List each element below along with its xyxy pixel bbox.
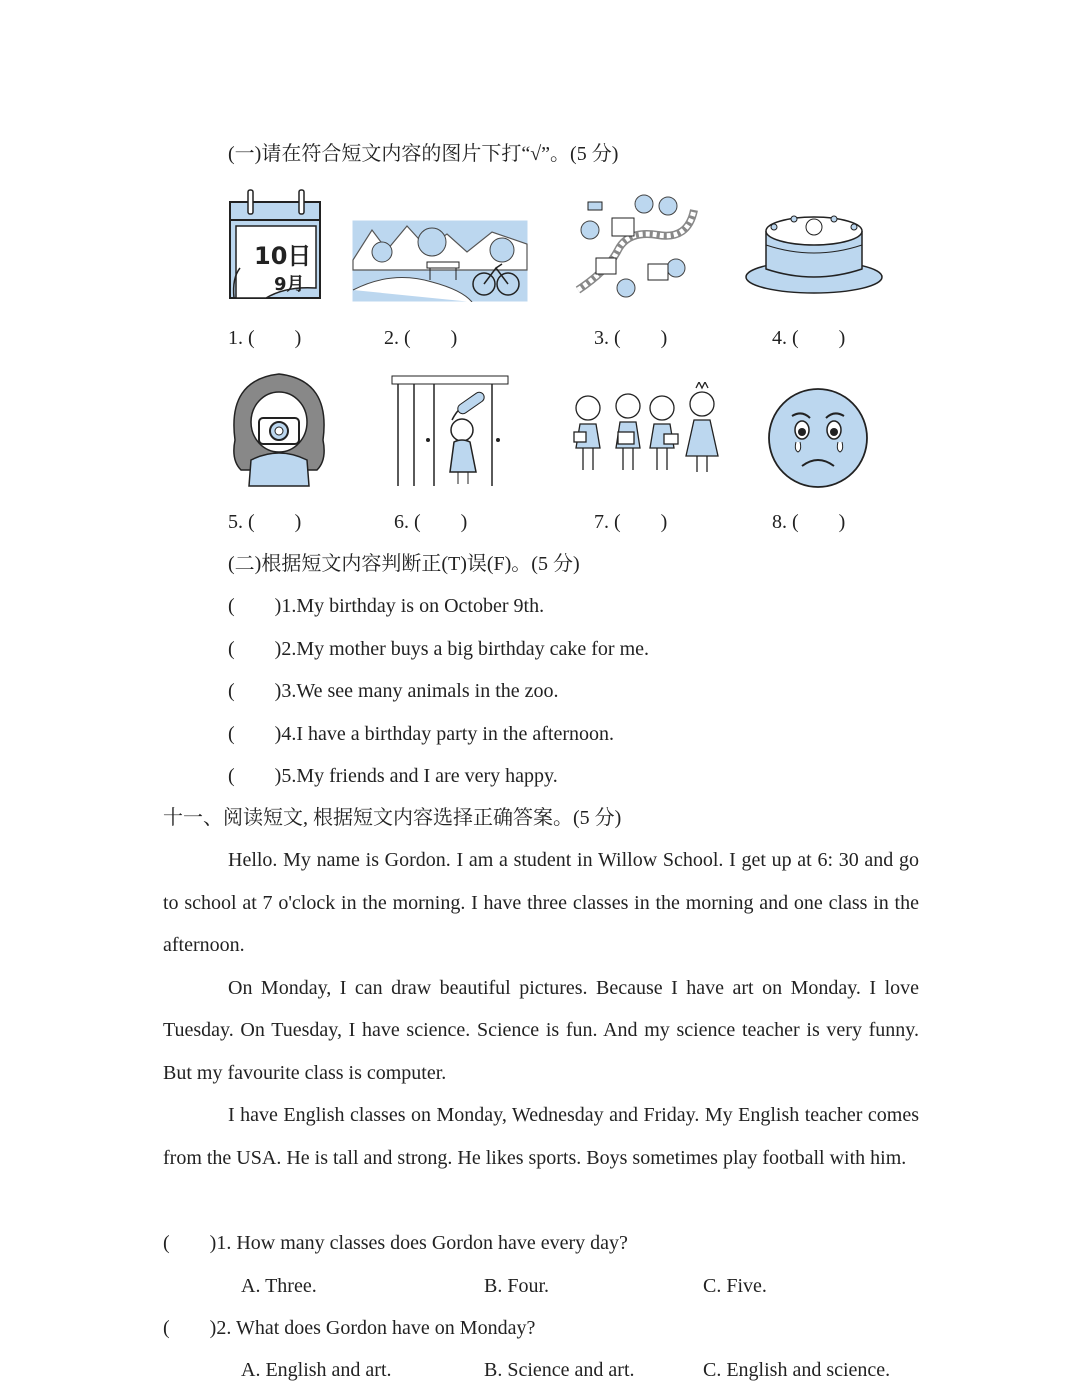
picture-label-4: 4. ( ) bbox=[772, 327, 846, 349]
tf-item-4: ( )4.I have a birthday party in the afternoon. bbox=[228, 723, 614, 745]
picture-label-6: 6. ( ) bbox=[394, 511, 468, 533]
girl-camera-icon bbox=[227, 370, 331, 488]
part2-heading: (二)根据短文内容判断正(T)误(F)。(5 分) bbox=[228, 553, 580, 575]
question-1-stem: ( )1. How many classes does Gordon have every day? bbox=[163, 1232, 628, 1254]
sad-face-icon bbox=[766, 386, 870, 490]
question-2-option-b: B. Science and art. bbox=[484, 1359, 635, 1381]
tf-item-5: ( )5.My friends and I are very happy. bbox=[228, 765, 558, 787]
passage-paragraph-1: Hello. My name is Gordon. I am a student in Willow School. I get up at 6: 30 and go to school at 7 o'clock in the morning. I have three classes in the morning and one class in the afternoon. bbox=[163, 849, 919, 956]
question-1-option-a: A. Three. bbox=[241, 1275, 317, 1297]
picture-label-5: 5. ( ) bbox=[228, 511, 302, 533]
part1-heading: (一)请在符合短文内容的图片下打“√”。(5 分) bbox=[228, 143, 619, 165]
question-2-option-c: C. English and science. bbox=[703, 1359, 891, 1381]
question-2-stem: ( )2. What does Gordon have on Monday? bbox=[163, 1317, 536, 1339]
cake-icon bbox=[744, 205, 884, 297]
girl-door-icon bbox=[390, 374, 510, 486]
picture-label-1: 1. ( ) bbox=[228, 327, 302, 349]
children-party-icon bbox=[566, 382, 732, 482]
calendar-icon bbox=[226, 186, 326, 304]
tf-item-2: ( )2.My mother buys a big birthday cake for me. bbox=[228, 638, 650, 660]
passage-paragraph-3: I have English classes on Monday, Wednesday and Friday. My English teacher comes from the USA. He is tall and strong. He likes sports. Boys sometimes play football with him. bbox=[163, 1104, 919, 1169]
calendar-month: 9月 bbox=[274, 274, 305, 295]
passage-paragraph-2: On Monday, I can draw beautiful pictures. Because I have art on Monday. I love Tuesday. On Tuesday, I have science. Science is fun. And my science teacher is very funny. But my favourite class is computer. bbox=[163, 976, 919, 1084]
picture-label-8: 8. ( ) bbox=[772, 511, 846, 533]
calendar-day: 10日 bbox=[254, 242, 312, 270]
map-icon bbox=[568, 190, 704, 302]
question-1-option-b: B. Four. bbox=[484, 1275, 550, 1297]
park-icon bbox=[352, 220, 528, 302]
question-2-option-a: A. English and art. bbox=[241, 1359, 392, 1381]
picture-label-7: 7. ( ) bbox=[594, 511, 668, 533]
tf-item-3: ( )3.We see many animals in the zoo. bbox=[228, 680, 559, 702]
question-1-option-c: C. Five. bbox=[703, 1275, 767, 1297]
tf-item-1: ( )1.My birthday is on October 9th. bbox=[228, 595, 545, 617]
section11-heading: 十一、阅读短文, 根据短文内容选择正确答案。(5 分) bbox=[163, 807, 622, 829]
picture-label-2: 2. ( ) bbox=[384, 327, 458, 349]
picture-label-3: 3. ( ) bbox=[594, 327, 668, 349]
reading-passage bbox=[163, 839, 919, 1179]
